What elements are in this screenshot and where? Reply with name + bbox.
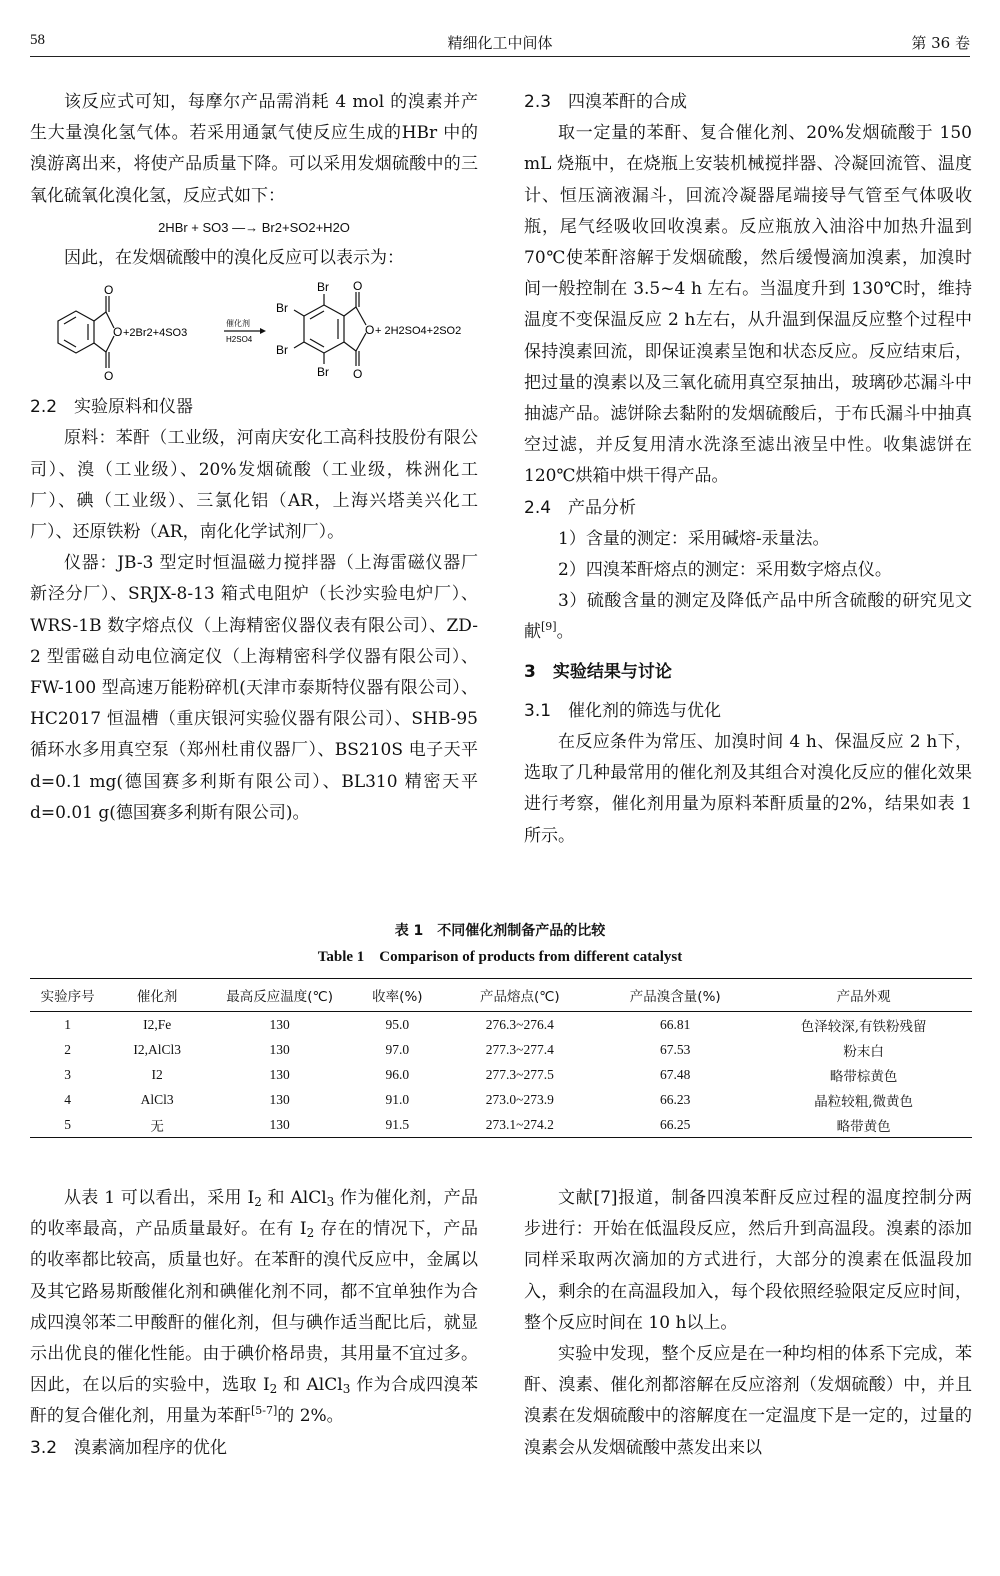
table-cell: 130 [209, 1112, 350, 1138]
table-cell: 130 [269, 1016, 290, 1032]
list-item: 2）四溴苯酐熔点的测定：采用数字熔点仪。 [558, 560, 892, 581]
text-run: 存在的情况下，产品的收率都比较高，质量也好。在苯酐的溴代反应中，金属以及其它路易斯酸催化剂和碘催化剂不同，都不宜单独作为合成四溴邻苯二甲酸酐的催化剂，但与碘作适当配比后，就显示出优良的催化性能。由于碘价格昂贵，其用量不宜过多。因此，在以后的实验中，选取 I [30, 1219, 478, 1396]
table-cell: 略带棕黄色 [829, 1068, 898, 1085]
page-number: 58 [30, 32, 45, 48]
paragraph: 取一定量的苯酐、复合催化剂、20%发烟硫酸于 150 mL 烧瓶中，在烧瓶上安装机械搅拌器、冷凝回流管、温度计、恒压滴液漏斗，回流冷凝器尾端接导气管至气体吸收瓶，尾气经吸收回收溴素。反应瓶放入油浴中加热升温到 70℃使苯酐溶解于发烟硫酸，然后缓慢滴加溴素，加溴时间一般控制在 3.5~4 h 左右。当温度升到 130℃时，维持温度不变保温反应 2 h左右，从升温到保温反应整个过程中保持溴素回流，即保证溴素呈饱和状态反应。反应结束后，把过量的溴素以及三氧化硫用真空泵抽出，玻璃砂芯漏斗中抽滤产品。滤饼除去黏附的发烟硫酸后，于布氏漏斗中抽真空过滤，并反复用清水洗涤至滤出液呈中性。收集滤饼在 120℃烘箱中烘干得产品。 [524, 123, 972, 487]
text-run: 的 2%。 [277, 1406, 344, 1427]
column-header: 最高反应温度(℃) [209, 979, 350, 1012]
list-item-end: 。 [556, 622, 574, 643]
list-item [524, 586, 972, 648]
table-row [30, 1112, 972, 1138]
oxygen-label: O [113, 325, 123, 340]
bromine-label: Br [317, 280, 329, 295]
text-run: 和 AlCl [261, 1188, 327, 1208]
citation-ref: [9] [541, 620, 557, 634]
journal-title: 精细化工中间体 [447, 34, 553, 52]
table-row [30, 1012, 972, 1038]
table-cell: 1 [64, 1016, 72, 1032]
paragraph: 原料：苯酐（工业级，河南庆安化工高科技股份有限公司）、溴（工业级）、20%发烟硫酸（工业级，株洲化工厂）、碘（工业级）、三氯化铝（AR，上海兴塔美兴化工厂）、还原铁粉（AR，南化化学试剂厂）。 [30, 428, 478, 543]
table-cell: 晶粒较粗,微黄色 [814, 1093, 914, 1110]
citation-ref: [5-7] [251, 1404, 278, 1418]
table-cell: I2,Fe [143, 1016, 172, 1032]
table-cell: 无 [105, 1112, 209, 1138]
text-run: 从表 1 可以看出，采用 I [64, 1188, 255, 1208]
table-cell: 277.3~277.4 [485, 1041, 554, 1057]
column-header: 产品溴含量(%) [595, 979, 755, 1012]
right-column [524, 87, 972, 852]
catalyst-comparison-table [30, 978, 972, 1138]
paragraph: 在反应条件为常压、加溴时间 4 h、保温反应 2 h下，选取了几种最常用的催化剂及其组合对溴化反应的催化效果进行考察，催化剂用量为原料苯酐质量的2%，结果如表 1 所示。 [524, 732, 972, 846]
column-header: 产品外观 [755, 979, 972, 1012]
products-text: + 2H2SO4+2SO2 [375, 325, 462, 338]
table-header-row [30, 979, 972, 1012]
table-cell: 96.0 [385, 1066, 410, 1082]
header-rule [30, 56, 970, 57]
phthalic-anhydride-structure [58, 296, 114, 368]
table-cell: I2,AlCl3 [133, 1041, 181, 1057]
table-cell: 67.53 [660, 1041, 691, 1057]
left-column [30, 87, 478, 829]
table-cell: 粉末白 [843, 1043, 884, 1060]
table-cell: 130 [269, 1041, 290, 1057]
paragraph [30, 1183, 478, 1433]
table-cell: 91.0 [385, 1091, 410, 1107]
table-cell: I2 [151, 1066, 163, 1082]
column-header: 产品熔点(℃) [444, 979, 595, 1012]
text-run: 和 AlCl [277, 1375, 343, 1396]
section-heading: 2.3 四溴苯酐的合成 [524, 92, 688, 112]
section-heading: 3.2 溴素滴加程序的优化 [30, 1437, 228, 1458]
catalyst-label: 催化剂 [226, 319, 250, 329]
equation-text: 2HBr + SO3 —→ Br2+SO2+H2O [158, 219, 350, 235]
oxygen-label: O [104, 369, 114, 384]
table-cell: 273.0~273.9 [485, 1091, 554, 1107]
subscript: 2 [269, 1382, 278, 1397]
reaction-scheme-svg [30, 278, 478, 396]
table-row [30, 1037, 972, 1062]
table-cell: 3 [64, 1066, 72, 1082]
table-cell: 略带黄色 [755, 1112, 972, 1138]
table-caption-cn: 表 1 不同催化剂制备产品的比较 [394, 923, 606, 939]
tetrabromophthalic-anhydride-structure [294, 292, 366, 366]
subscript: 3 [326, 1195, 335, 1209]
oxygen-label: O [104, 283, 114, 298]
section-heading: 2.2 实验原料和仪器 [30, 397, 194, 418]
paragraph: 因此，在发烟硫酸中的溴化反应可以表示为： [64, 248, 404, 269]
volume-label: 第 36 卷 [911, 34, 970, 52]
table-cell: 66.23 [660, 1091, 691, 1107]
table-row [30, 1062, 972, 1087]
table-cell: 67.48 [660, 1066, 691, 1082]
table-cell: 5 [30, 1112, 105, 1138]
table-cell: 95.0 [385, 1016, 410, 1032]
reaction-scheme [30, 274, 478, 392]
text-run: 作为合成四溴苯酐的复合催化剂，用量为苯酐 [30, 1375, 479, 1427]
section-heading: 3.1 催化剂的筛选与优化 [524, 700, 722, 721]
paragraph: 该反应式可知，每摩尔产品需消耗 4 mol 的溴素并产生大量溴化氢气体。若采用通氯气使反应生成的HBr 中的溴游离出来，将使产品质量下降。可以采用发烟硫酸中的三氧化硫氧化溴化氢，反应式如下： [30, 92, 478, 206]
table-cell: AlCl3 [140, 1091, 174, 1107]
oxygen-label: O [353, 279, 363, 294]
solvent-label: H2SO4 [226, 335, 253, 345]
table-cell: 4 [64, 1091, 72, 1107]
table-cell: 277.3~277.5 [485, 1066, 554, 1082]
table-cell: 66.81 [660, 1016, 691, 1032]
bottom-left-column [30, 1183, 478, 1464]
subscript: 2 [254, 1195, 262, 1209]
table-cell: 66.25 [595, 1112, 755, 1138]
bottom-right-column [524, 1183, 972, 1464]
equation [30, 212, 478, 243]
text-run: 作为催化剂，产品的收率最高，产品质量最好。在有 I [30, 1188, 478, 1240]
table-cell: 130 [269, 1066, 290, 1082]
table-cell: 91.5 [350, 1112, 444, 1138]
section-heading: 2.4 产品分析 [524, 497, 637, 518]
oxygen-label: O [365, 323, 375, 338]
table-caption-en: Table 1 Comparison of products from different catalyst [317, 949, 683, 965]
paragraph: 实验中发现，整个反应是在一种均相的体系下完成，苯酐、溴素、催化剂都溶解在反应溶剂（发烟硫酸）中，并且溴素在发烟硫酸中的溶解度在一定温度下是一定的，过量的溴素会从发烟硫酸中蒸发出来以 [524, 1344, 972, 1458]
reactants-text: +2Br2+4SO3 [123, 327, 188, 340]
section-heading: 3 实验结果与讨论 [524, 661, 672, 682]
column-header: 实验序号 [30, 979, 105, 1012]
subscript: 2 [306, 1226, 315, 1241]
list-item: 1）含量的测定：采用碱熔-汞量法。 [558, 528, 830, 549]
column-header: 催化剂 [105, 979, 209, 1012]
bromine-label: Br [276, 343, 288, 358]
table-row [30, 1087, 972, 1112]
table-cell: 97.0 [385, 1041, 410, 1057]
table-cell: 276.3~276.4 [485, 1016, 554, 1032]
list-item-text: 3）硫酸含量的测定及降低产品中所含硫酸的研究见文献 [524, 591, 972, 643]
table-cell: 273.1~274.2 [444, 1112, 595, 1138]
bromine-label: Br [276, 301, 288, 316]
oxygen-label: O [353, 367, 363, 382]
paragraph: 文献[7]报道，制备四溴苯酐反应过程的温度控制分两步进行：开始在低温段反应，然后升到高温段。溴素的添加同样采取两次滴加的方式进行，大部分的溴素在低温段加入，剩余的在高温段加入，每个段依照经验限定反应时间，整个反应时间在 10 h以上。 [524, 1188, 972, 1333]
column-header: 收率(%) [350, 979, 444, 1012]
table-cell: 色泽较深,有铁粉残留 [800, 1018, 927, 1035]
subscript: 3 [342, 1382, 351, 1397]
table-cell: 2 [64, 1041, 72, 1057]
bromine-label: Br [317, 365, 329, 380]
paragraph: 仪器：JB-3 型定时恒温磁力搅拌器（上海雷磁仪器厂新泾分厂）、SRJX-8-13 箱式电阻炉（长沙实验电炉厂）、WRS-1B 数字熔点仪（上海精密仪器仪表有限公司）、ZD-2 型雷磁自动电位滴定仪（上海精密科学仪器有限公司）、FW-100 型高速万能粉碎机(天津市泰斯特仪器有限公司）、HC2017 恒温槽（重庆银河实验仪器有限公司）、SHB-95 循环水多用真空泵（郑州杜甫仪器厂）、BS210S 电子天平 d=0.1 mg(德国赛多利斯有限公司）、BL310 精密天平 d=0.01 g(德国赛多利斯有限公司)。 [30, 553, 478, 823]
arrowhead-icon [260, 328, 266, 334]
table-cell: 130 [269, 1091, 290, 1107]
